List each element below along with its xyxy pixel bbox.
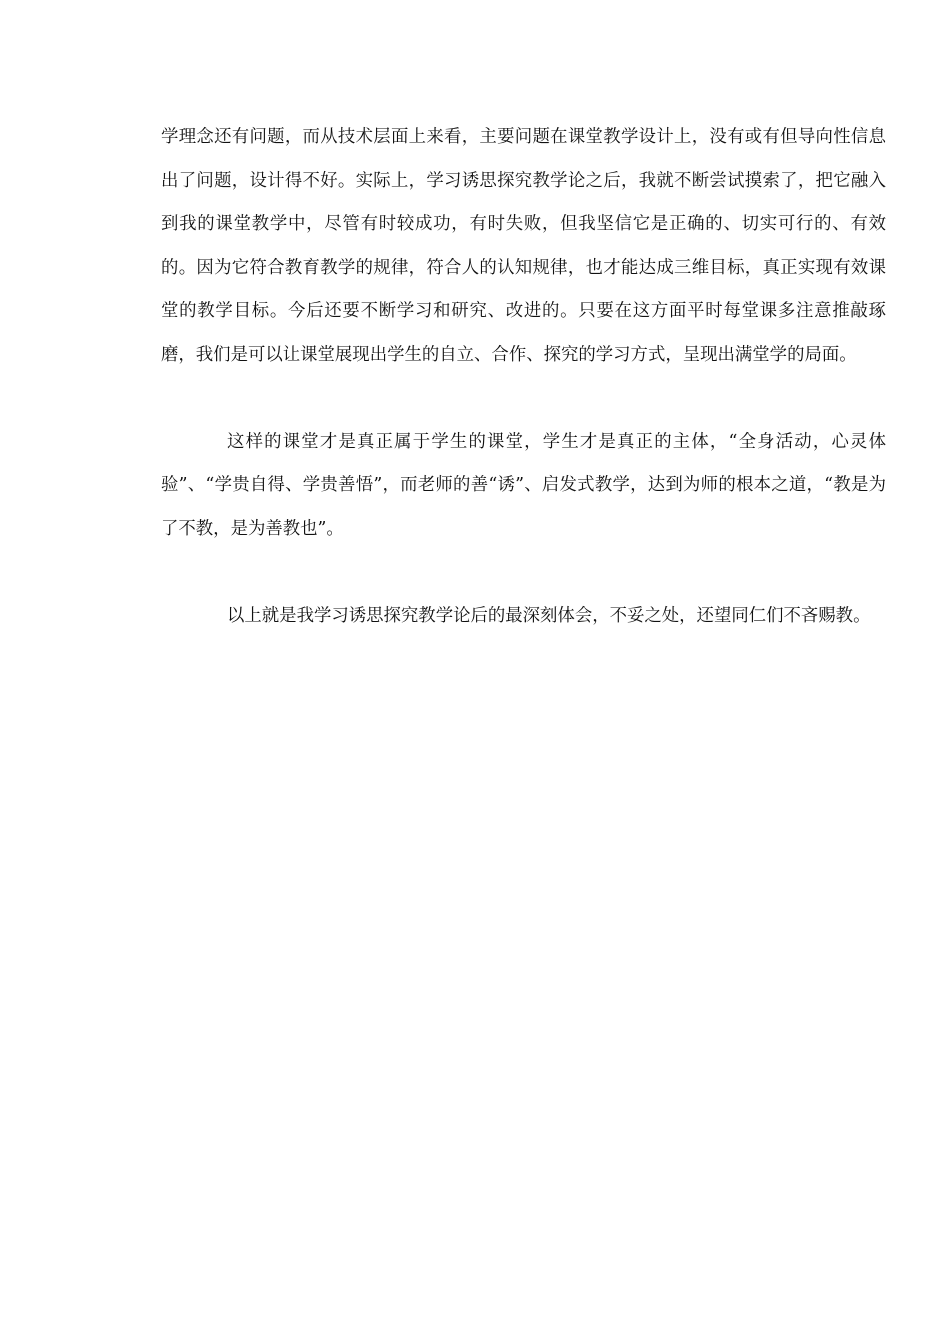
paragraph-spacer — [161, 551, 886, 595]
paragraph-conclusion: 以上就是我学习诱思探究教学论后的最深刻体会，不妥之处，还望同仁们不吝赐教。 — [227, 605, 871, 626]
document-body — [161, 116, 886, 638]
paragraph-continuation: 学理念还有问题，而从技术层面上来看，主要问题在课堂教学设计上，没有或有但导向性信息出了问题，设计得不好。实际上，学习诱思探究教学论之后，我就不断尝试摸索了，把它融入到我的课堂教学中，尽管有时较成功，有时失败，但我坚信它是正确的、切实可行的、有效的。因为它符合教育教学的规律，符合人的认知规律，也才能达成三维目标，真正实现有效课堂的教学目标。今后还要不断学习和研究、改进的。只要在这方面平时每堂课多注意推敲琢磨，我们是可以让课堂展现出学生的自立、合作、探究的学习方式，呈现出满堂学的局面。 — [161, 127, 886, 365]
paragraph-spacer — [161, 377, 886, 421]
paragraph-student-centered-classroom: 这样的课堂才是真正属于学生的课堂，学生才是真正的主体，“全身活动，心灵体验”、“学贵自得、学贵善悟”，而老师的善“诱”、启发式教学，达到为师的根本之道，“教是为了不教，是为善教也”。 — [161, 431, 886, 539]
